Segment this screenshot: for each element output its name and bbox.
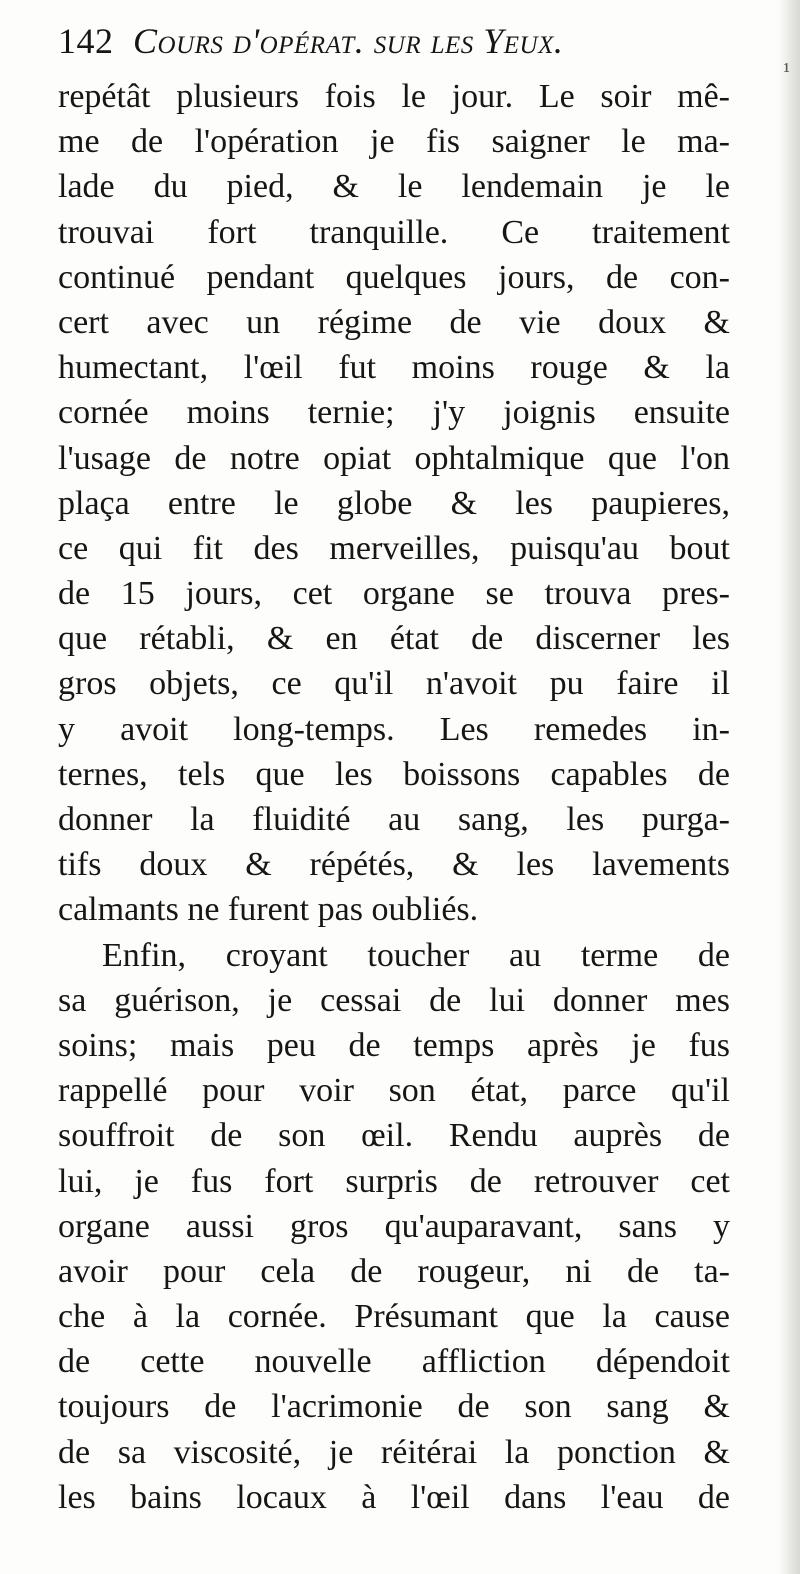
text-line: de sa viscosité, je réitérai la ponction & (58, 1433, 730, 1471)
page-header (58, 20, 734, 72)
text-line: donner la fluidité au sang, les purga- (58, 801, 730, 838)
text-line: l'usage de notre opiat ophtalmique que l'on (58, 439, 730, 477)
text-line: que rétabli, & en état de discerner les (58, 620, 730, 658)
margin-mark: ¹ (783, 58, 790, 83)
text-line: y avoit long-temps. Les remedes in- (58, 710, 730, 748)
text-line: lade du pied, & le lendemain je le (58, 168, 730, 206)
text-line: calmants ne furent pas oubliés. (58, 891, 479, 929)
text-line: de cette nouvelle affliction dépendoit (58, 1343, 730, 1381)
text-line: me de l'opération je fis saigner le ma- (58, 123, 730, 161)
text-line: avoir pour cela de rougeur, ni de ta- (58, 1252, 730, 1290)
text-line: ternes, tels que les boissons capables de (58, 755, 730, 793)
text-line: cert avec un régime de vie doux & (58, 303, 730, 341)
page-number: 142 (58, 21, 114, 61)
text-line: lui, je fus fort surpris de retrouver cet (58, 1162, 730, 1200)
text-line: Enfin, croyant toucher au terme de (102, 936, 730, 974)
running-title: Cours d'opérat. sur les Yeux. (133, 21, 564, 61)
text-line: repétât plusieurs fois le jour. Le soir mê- (58, 78, 730, 115)
text-line: souffroit de son œil. Rendu auprès de (58, 1117, 730, 1155)
text-line: rappellé pour voir son état, parce qu'il (58, 1072, 730, 1110)
text-line: de 15 jours, cet organe se trouva pres- (58, 575, 730, 613)
text-line: tifs doux & répétés, & les lavements (58, 846, 730, 884)
text-line: cornée moins ternie; j'y joignis ensuite (58, 394, 730, 432)
text-line: humectant, l'œil fut moins rouge & la (58, 349, 730, 387)
text-line: che à la cornée. Présumant que la cause (58, 1298, 730, 1336)
page-edge-shadow (778, 0, 800, 1574)
text-line: plaça entre le globe & les paupieres, (58, 484, 730, 522)
text-line: soins; mais peu de temps après je fus (58, 1026, 730, 1064)
text-line: organe aussi gros qu'auparavant, sans y (58, 1207, 730, 1245)
text-line: continué pendant quelques jours, de con- (58, 258, 730, 296)
text-line: ce qui fit des merveilles, puisqu'au bout (58, 529, 730, 567)
body-text (58, 74, 730, 1520)
text-line: les bains locaux à l'œil dans l'eau de (58, 1478, 730, 1516)
text-line: gros objets, ce qu'il n'avoit pu faire il (58, 665, 730, 703)
text-line: trouvai fort tranquille. Ce traitement (58, 213, 730, 251)
text-line: toujours de l'acrimonie de son sang & (58, 1388, 730, 1426)
text-line: sa guérison, je cessai de lui donner mes (58, 981, 730, 1019)
